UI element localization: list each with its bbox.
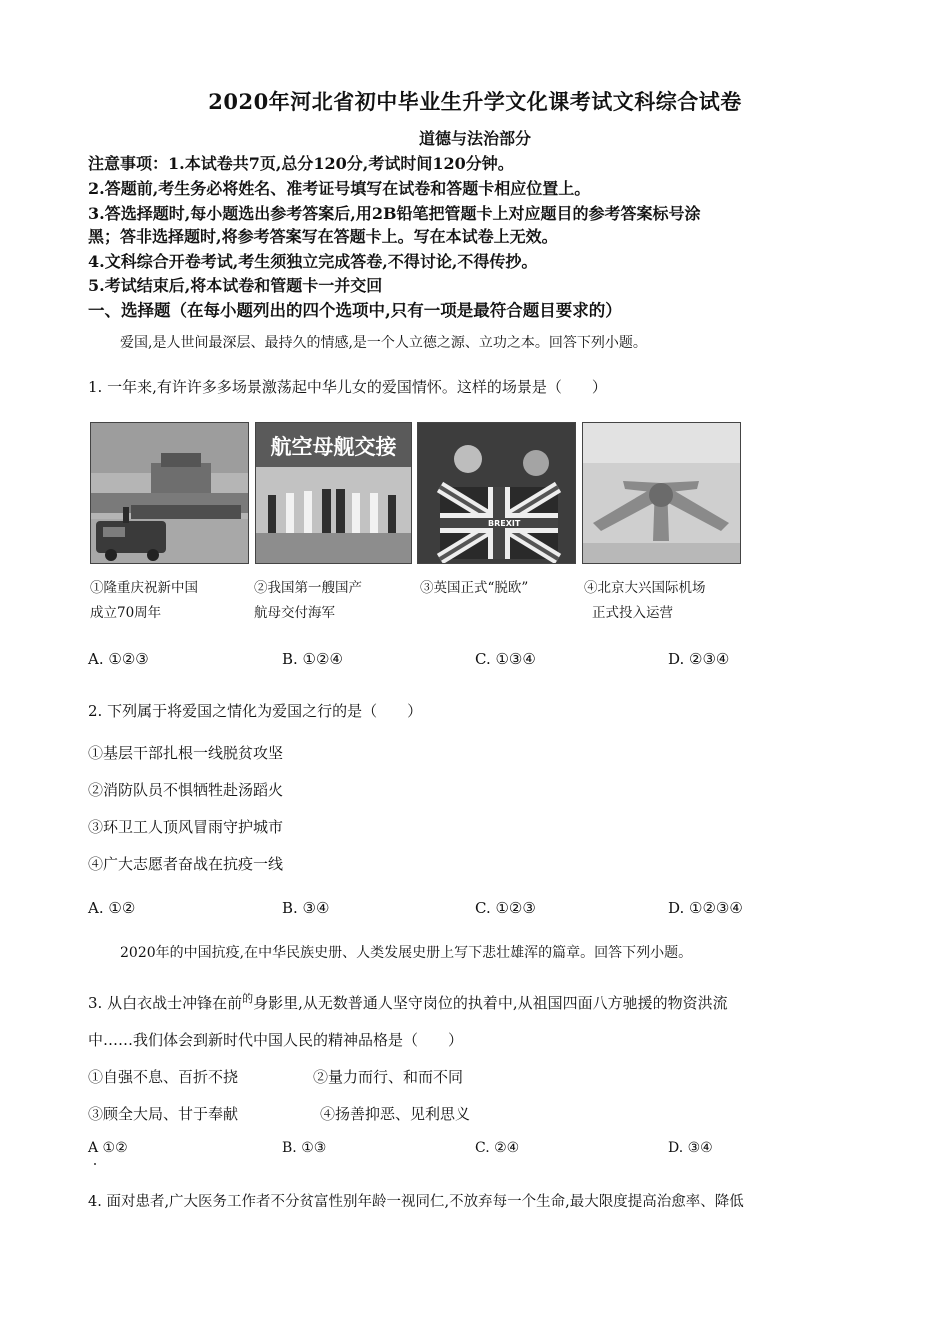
q2-statement-4: ④广大志愿者奋战在抗疫一线	[88, 855, 284, 873]
caption-4-line-2: 正式投入运营	[592, 605, 673, 621]
question-4-stem: 4. 面对患者,广大医务工作者不分贫富性别年龄一视同仁,不放弃每一个生命,最大限度提高治愈率、降低	[88, 1194, 744, 1210]
q1-option-a[interactable]: A. ①②③	[88, 650, 149, 668]
question-3-stem-line-1	[88, 990, 728, 1013]
q1-option-b[interactable]: B. ①②④	[282, 650, 343, 668]
notice-line-5: 4.文科综合开卷考试,考生须独立完成答卷,不得讨论,不得传抄。	[88, 252, 538, 271]
caption-1-line-2: 成立70周年	[90, 605, 162, 621]
q3-stem-part-a: 3. 从白衣战士冲锋在前	[88, 994, 243, 1012]
q3-statement-2: ②量力而行、和而不同	[313, 1068, 464, 1086]
q3-option-d[interactable]: D. ③④	[668, 1140, 713, 1156]
section-title: 一、选择题（在每小题列出的四个选项中,只有一项是最符合题目要求的）	[88, 301, 622, 320]
brexit-flag-text: BREXIT	[488, 519, 521, 528]
q3-option-c[interactable]: C. ②④	[475, 1140, 520, 1156]
question-1-stem: 1. 一年来,有许许多多场景激荡起中华儿女的爱国情怀。这样的场景是（ ）	[88, 378, 607, 396]
notice-line-1: 注意事项：1.本试卷共7页,总分120分,考试时间120分钟。	[88, 154, 514, 173]
carrier-banner-text: 航空母舰交接	[270, 435, 397, 459]
page-title: 2020年河北省初中毕业生升学文化课考试文科综合试卷	[208, 89, 742, 114]
notice-line-2: 2.答题前,考生务必将姓名、准考证号填写在试卷和答题卡相应位置上。	[88, 179, 591, 198]
page-subtitle: 道德与法治部分	[418, 129, 531, 148]
q2-option-a[interactable]: A. ①②	[88, 899, 136, 917]
q3-stem-part-b: 身影里,从无数普通人坚守岗位的执着中,从祖国四面八方驰援的物资洪流	[253, 994, 728, 1012]
q2-option-d[interactable]: D. ①②③④	[668, 899, 743, 917]
stray-dot	[94, 1163, 96, 1165]
caption-2-line-2: 航母交付海军	[254, 605, 335, 621]
caption-3-line-1: ③英国正式“脱欧”	[420, 580, 529, 596]
caption-1-line-1: ①隆重庆祝新中国	[90, 580, 198, 596]
caption-2-line-1: ②我国第一艘国产	[254, 580, 362, 596]
q3-statement-1: ①自强不息、百折不挠	[88, 1068, 239, 1086]
q3-option-b[interactable]: B. ①③	[282, 1140, 327, 1156]
q1-option-c[interactable]: C. ①③④	[475, 650, 536, 668]
q3-statement-4: ④扬善抑恶、见利思义	[320, 1105, 471, 1123]
passage-patriotism: 爱国,是人世间最深层、最持久的情感,是一个人立德之源、立功之本。回答下列小题。	[120, 335, 647, 351]
notice-line-6: 5.考试结束后,将本试卷和管题卡一并交回	[88, 276, 383, 295]
q3-statement-3: ③顾全大局、甘于奉献	[88, 1105, 239, 1123]
daxing-airport-photo	[582, 422, 741, 564]
q2-option-c[interactable]: C. ①②③	[475, 899, 536, 917]
q3-option-a[interactable]: A ①②	[88, 1140, 128, 1156]
q2-statement-2: ②消防队员不惧牺牲赴汤蹈火	[88, 781, 284, 799]
military-parade-photo	[90, 422, 249, 564]
q1-option-d[interactable]: D. ②③④	[668, 650, 730, 668]
caption-4-line-1: ④北京大兴国际机场	[584, 580, 706, 596]
notice-line-4: 黑；答非选择题时,将参考答案写在答题卡上。写在本试卷上无效。	[88, 227, 558, 246]
question-3-stem-line-2: 中……我们体会到新时代中国人民的精神品格是（ ）	[88, 1031, 464, 1049]
q2-statement-3: ③环卫工人顶风冒雨守护城市	[88, 818, 284, 836]
q2-statement-1: ①基层干部扎根一线脱贫攻坚	[88, 744, 284, 762]
q2-option-b[interactable]: B. ③④	[282, 899, 330, 917]
question-2-stem: 2. 下列属于将爱国之情化为爱国之行的是（ ）	[88, 702, 423, 720]
q3-stem-superscript: 的	[242, 992, 254, 1005]
brexit-flag-photo	[417, 422, 576, 564]
passage-epidemic: 2020年的中国抗疫,在中华民族史册、人类发展史册上写下悲壮雄浑的篇章。回答下列小题。	[120, 945, 693, 961]
notice-line-3: 3.答选择题时,每小题选出参考答案后,用2B铅笔把管题卡上对应题目的参考答案标号涂	[88, 204, 701, 223]
carrier-handover-photo	[255, 422, 412, 564]
